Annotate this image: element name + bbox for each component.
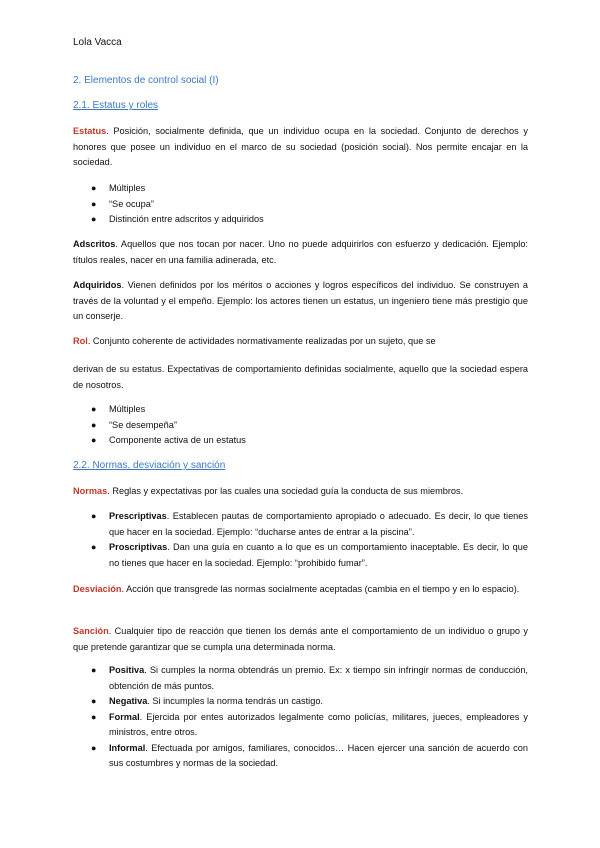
- paragraph-normas: Normas. Reglas y expectativas por las cuales una sociedad guía la conducta de sus miembros.: [73, 486, 464, 496]
- list-item: ● Múltiples: [91, 404, 146, 414]
- list-item: ● Prescriptivas. Establecen pautas de comportamiento apropiado o adecuado. Es decir, lo que tienes que hacer en la sociedad. Ejemplo: “ducharse antes de entrar a la piscina”.: [91, 511, 528, 537]
- term-adquiridos: Adquiridos: [73, 280, 122, 290]
- list-normas: [73, 509, 528, 571]
- term-adscritos: Adscritos: [73, 239, 116, 249]
- paragraph-rol: Rol. Conjunto coherente de actividades normativamente realizadas por un sujeto, que se: [73, 336, 436, 346]
- list-item: ● Componente activa de un estatus: [91, 435, 246, 445]
- list-item: ● Proscriptivas. Dan una guía en cuanto a lo que es un comportamiento inaceptable. Es decir, lo que no tienes que hacer en la sociedad. Ejemplo: “prohibido fumar”.: [91, 542, 528, 568]
- list-estatus: [73, 181, 528, 228]
- list-item: ● Positiva. Si cumples la norma obtendrás un premio. Ex: x tiempo sin infringir normas de conducción, obtención de más puntos.: [91, 665, 528, 691]
- term-desviacion: Desviación: [73, 584, 122, 594]
- list-item: ● “Se desempeña”: [91, 419, 177, 430]
- paragraph-estatus: [73, 124, 528, 171]
- subsection-title-normas[interactable]: 2.2. Normas, desviación y sanción: [73, 460, 226, 471]
- list-item: ● “Se ocupa”: [91, 198, 154, 209]
- term-normas: Normas: [73, 486, 108, 496]
- paragraph-rol-continued: derivan de su estatus. Expectativas de comportamiento definidas socialmente, aquello que la sociedad espera de nosotros.: [73, 364, 528, 390]
- text-estatus: . Posición, socialmente definida, que un individuo ocupa en la sociedad. Conjunto de derechos y honores que posee un individuo en el marco de su sociedad (posición social). Nos permite encajar en la sociedad.: [73, 126, 528, 167]
- list-item: ● Múltiples: [91, 183, 146, 193]
- list-sancion: [73, 663, 528, 772]
- section-title: 2. Elementos de control social (I): [73, 75, 219, 86]
- paragraph-sancion: Sanción. Cualquier tipo de reacción que tienen los demás ante el comportamiento de un individuo o grupo y que pretende garantizar que se cumpla una determinada norma.: [73, 626, 528, 652]
- paragraph-adscritos: Adscritos. Aquellos que nos tocan por nacer. Uno no puede adquirirlos con esfuerzo y dedicación. Ejemplo: títulos reales, nacer en una familia adinerada, etc.: [73, 239, 528, 265]
- list-item: ● Negativa. Si incumples la norma tendrás un castigo.: [91, 696, 323, 706]
- term-rol: Rol: [73, 336, 88, 346]
- list-item: ● Formal. Ejercida por entes autorizados legalmente como policías, militares, jueces, empleadores y ministros, entre otros.: [91, 711, 528, 737]
- list-item: ● Informal. Efectuada por amigos, familiares, conocidos… Hacen ejercer una sanción de acuerdo con sus costumbres y normas de la sociedad.: [91, 742, 528, 768]
- paragraph-adquiridos: Adquiridos. Vienen definidos por los méritos o acciones y logros específicos del individuo. Se construyen a través de la voluntad y el empeño. Ejemplo: los actores tienen un estatus, un ingeniero tiene más prestigio que un conserje.: [73, 280, 528, 321]
- list-item: ● Distinción entre adscritos y adquiridos: [91, 214, 264, 224]
- term-estatus: Estatus: [73, 126, 107, 136]
- author-header: Lola Vacca: [73, 37, 122, 48]
- paragraph-desviacion: Desviación. Acción que transgrede las normas socialmente aceptadas (cambia en el tiempo y en lo espacio).: [73, 584, 520, 594]
- list-rol: [73, 402, 528, 449]
- subsection-title-estatus[interactable]: 2.1. Estatus y roles: [73, 100, 159, 111]
- term-sancion: Sanción: [73, 626, 109, 636]
